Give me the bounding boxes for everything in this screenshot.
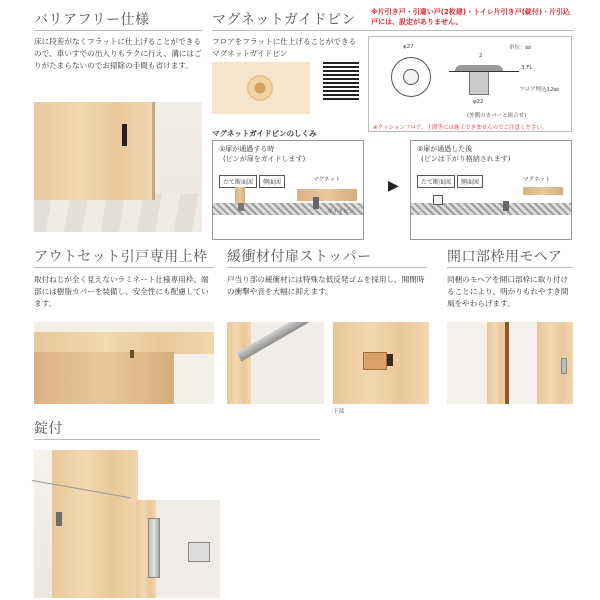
step1-guide-pin-label: ガイドピン xyxy=(327,209,355,215)
barrier-free-text: 床に段差がなくフラットに仕上げることができるので、車いすでの出入りもラクに行え、溝にはごりがたまらないのでお掃除の手間も省けます。 xyxy=(34,37,202,70)
mohair-strip xyxy=(505,322,509,404)
step1-magnet-label: マグネット xyxy=(313,177,341,183)
unit-label: 単位：㎜ xyxy=(509,45,532,51)
flooring-label: フロア埋込12㎜ xyxy=(519,87,559,93)
step1-side-tab: 側面図 xyxy=(259,175,285,188)
outset-title: アウトセット引戸専用上枠 xyxy=(34,249,208,265)
step1-pin xyxy=(238,203,244,211)
opening-frame xyxy=(487,322,507,404)
dim-27-label: φ27 xyxy=(403,44,414,50)
cover-caption: (外側のカバーと組合せ) xyxy=(467,113,527,119)
stopper-title: 緩衝材付扉ストッパー xyxy=(227,249,372,265)
door-edge xyxy=(152,102,155,200)
door-handle-icon xyxy=(122,124,127,146)
step2-vertical-tab: たて断面図 xyxy=(417,175,455,188)
dim-2-label: 2 xyxy=(479,53,483,59)
step-arrow-icon: ▶ xyxy=(388,178,399,194)
barrier-free-title: バリアフリー仕様 xyxy=(34,12,150,28)
mohair-title: 開口部枠用モヘア xyxy=(447,249,563,265)
thumb-turn-icon xyxy=(188,542,210,562)
step2-pin-housing xyxy=(433,195,443,205)
step2-pin-side xyxy=(503,201,509,211)
stopper-divider xyxy=(227,267,427,268)
dim-3fl-label: 3 FL xyxy=(521,65,533,71)
stopper-block xyxy=(363,352,387,370)
step2-magnet-label: マグネット xyxy=(523,177,551,183)
cushion-note: ※クッションフロア、土間等には施工できませんのでご注意ください。 xyxy=(373,125,548,131)
stopper-text: 戸当り部の緩衝材には特殊な低反発ゴムを採用し、開閉時の衝撃や音を大幅に抑えます。 xyxy=(227,275,425,296)
mohair-text: 同梱のモヘアを開口部枠に取り付けることにより、明かりもれやすき間風をやわらげます。 xyxy=(447,275,569,308)
dim-22-label: φ22 xyxy=(473,99,484,105)
pin-side-body xyxy=(469,71,489,95)
door-panel xyxy=(34,102,152,200)
mohair-photo xyxy=(447,322,573,404)
step2-title: ②扉が通過した後 xyxy=(417,145,473,153)
lock-detail-photo xyxy=(136,500,220,598)
stopper-caption: 下部 xyxy=(333,409,345,415)
lock-title: 錠付 xyxy=(34,421,63,437)
stopper-photo-bottom xyxy=(333,322,429,404)
end-cover xyxy=(130,350,134,358)
step2-door-side xyxy=(523,187,563,195)
pin-icon xyxy=(247,75,273,101)
qr-code-icon[interactable] xyxy=(323,62,359,100)
outset-divider xyxy=(34,267,214,268)
outset-door xyxy=(34,352,174,404)
strike-plate xyxy=(148,518,160,578)
magnet-pin-note: ※片引き戸・引違い戸(2枚建)・トイレ片引き戸(錠付)・片引込戸には、設定がありません。 xyxy=(371,8,571,26)
step1-door-side xyxy=(297,189,357,201)
pin-spec-drawing xyxy=(368,36,572,132)
step2-side-tab: 側面図 xyxy=(457,175,483,188)
lock-divider xyxy=(34,439,320,440)
stopper-photo-rail xyxy=(227,322,324,404)
mechanism-step1 xyxy=(212,140,364,240)
pin-top-view xyxy=(391,57,431,97)
mechanism-step2 xyxy=(410,140,572,240)
mechanism-title: マグネットガイドピンのしくみ xyxy=(212,129,317,138)
stopper-buffer xyxy=(387,354,393,366)
step1-title: ①扉が通過する時 xyxy=(219,145,275,153)
lock-handle-icon xyxy=(56,512,62,526)
step2-sub: (ピンは下がり格納されます) xyxy=(421,155,511,163)
lock-door-photo xyxy=(34,450,138,598)
lock-door xyxy=(52,450,138,598)
step1-pin-side xyxy=(313,197,319,209)
magnet-pin-divider xyxy=(212,30,574,31)
magnet-pin-text: フロアをフラットに仕上げることができるマグネットガイドピン xyxy=(212,37,357,58)
barrier-free-photo xyxy=(34,102,202,232)
magnet-pin-title: マグネットガイドピン xyxy=(212,12,357,28)
magnet-pin-photo xyxy=(212,62,310,114)
step1-sub: (ピンが扉をガイドします) xyxy=(223,155,306,163)
door-pull-icon xyxy=(561,358,567,374)
step1-vertical-tab: たて断面図 xyxy=(219,175,257,188)
outset-photo xyxy=(34,322,214,404)
barrier-free-divider xyxy=(34,30,202,31)
upper-frame xyxy=(34,332,214,354)
mohair-door xyxy=(537,322,573,404)
outset-text: 取付ねじが全く見えないラミネート仕様専用枠。端部には樹脂カバーを装備し、安全性にも配慮しています。 xyxy=(34,275,209,308)
mohair-divider xyxy=(447,267,573,268)
